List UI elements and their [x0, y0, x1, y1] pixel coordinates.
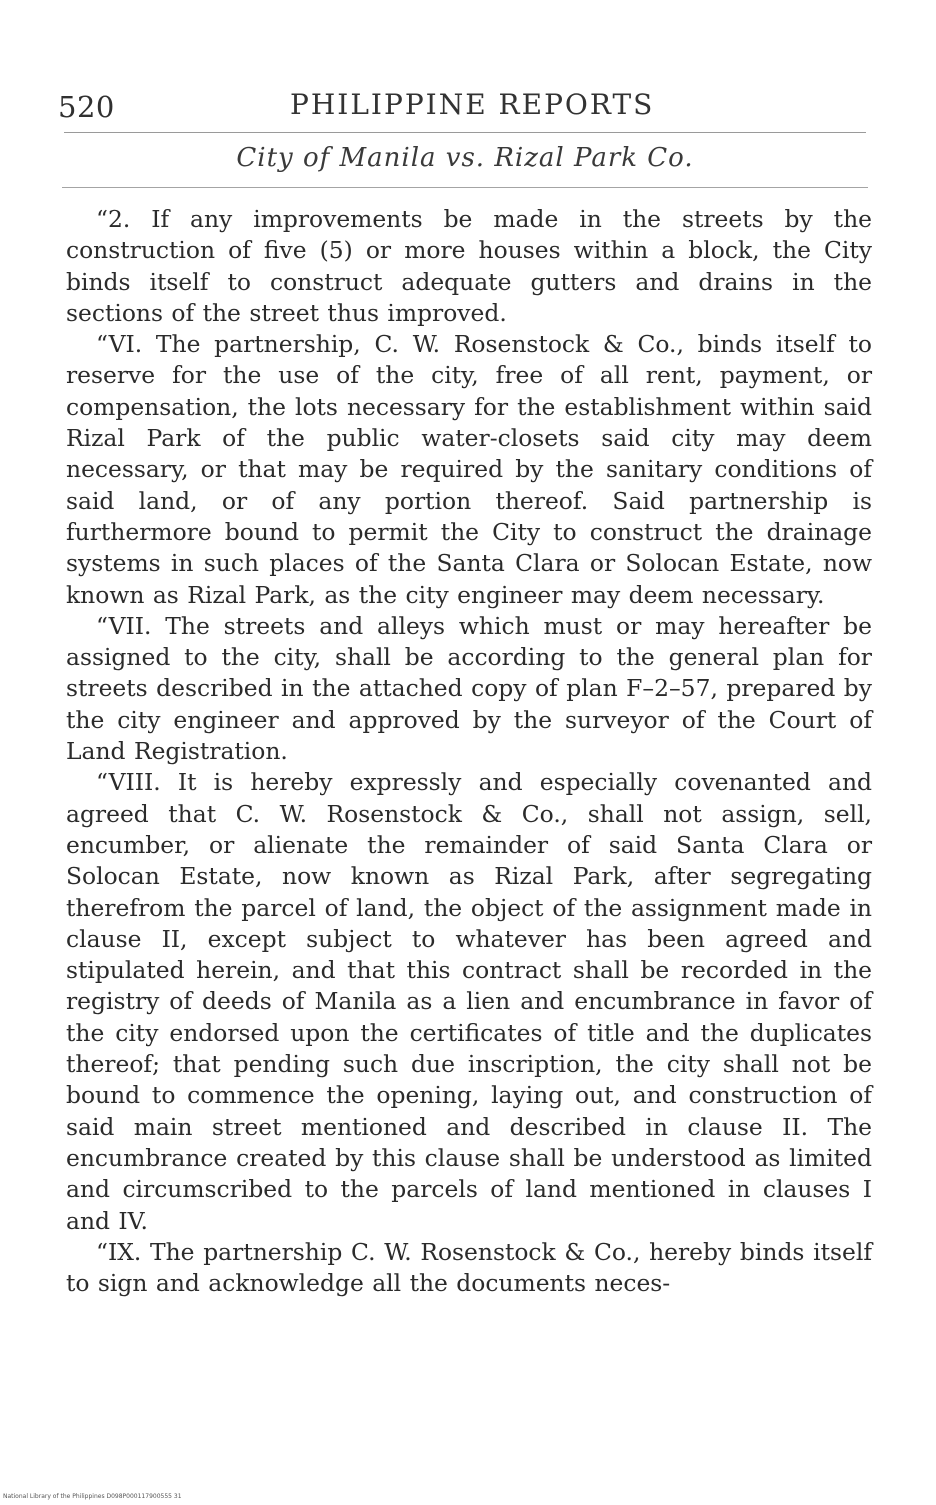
- paragraph-clause-vi: “VI. The partnership, C. W. Rosenstock & Co., binds itself to reserve for the use of the city, free of all rent, payment, or compensation, the lots necessary for the establishment within said Rizal Park of the public water-closets said city may deem necessary, or that may be required by the sanitary conditions of said land, or of any portion thereof. Said partnership is furthermore bound to permit the City to construct the drainage systems in such places of the Santa Clara or Solocan Estate, now known as Rizal Park, as the city engineer may deem necessary.: [66, 330, 872, 609]
- header-rule: [64, 132, 866, 133]
- running-title: PHILIPPINE REPORTS: [290, 88, 655, 121]
- paragraph-clause-2: “2. If any improvements be made in the streets by the construction of five (5) or more houses within a block, the City binds itself to construct adequate gutters and drains in the sections of the street thus improved.: [66, 205, 872, 327]
- case-title: City of Manila vs. Rizal Park Co.: [236, 143, 694, 173]
- case-title-rule: [62, 187, 868, 188]
- footer-imprint: National Library of the Philippines D098P000117900555 31: [3, 1493, 182, 1500]
- paragraph-clause-ix: “IX. The partnership C. W. Rosenstock & Co., hereby binds itself to sign and acknowledge all the documents neces-: [66, 1237, 872, 1298]
- page-number: 520: [58, 90, 115, 124]
- paragraph-clause-viii: “VIII. It is hereby expressly and especially covenanted and agreed that C. W. Rosenstock & Co., shall not assign, sell, encumber, or alienate the remainder of said Santa Clara or Solocan Estate, now known as Rizal Park, after segregating therefrom the parcel of land, the object of the assignment made in clause II, except subject to whatever has been agreed and stipulated herein, and that this contract shall be recorded in the registry of deeds of Manila as a lien and encumbrance in favor of the city endorsed upon the certificates of title and the duplicates thereof; that pending such due inscription, the city shall not be bound to commence the opening, laying out, and construction of said main street mentioned and described in clause II. The encumbrance created by this clause shall be understood as limited and circumscribed to the parcels of land mentioned in clauses I and IV.: [66, 768, 872, 1235]
- body-text: [66, 204, 872, 1299]
- page-header: [58, 82, 870, 122]
- paragraph-clause-vii: “VII. The streets and alleys which must or may hereafter be assigned to the city, shall be according to the general plan for streets described in the attached copy of plan F–2–57, prepared by the city engineer and approved by the surveyor of the Court of Land Registration.: [66, 611, 872, 766]
